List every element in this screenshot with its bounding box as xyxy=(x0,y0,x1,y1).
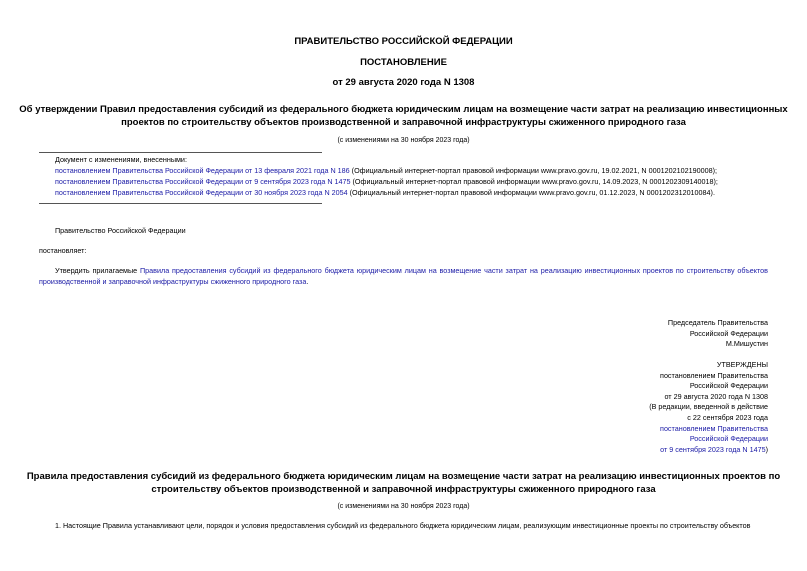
approved-line-6: с 22 сентября 2023 года xyxy=(687,412,768,422)
rules-paragraph-1: 1. Настоящие Правила устанавливают цели, порядок и условия предоставления субсидий из федерального бюджета юридическим лицам, реализующим инвестиционные проекты по строительству объектов xyxy=(55,521,751,530)
change-link-186[interactable]: постановлением Правительства Российской Федерации от 13 февраля 2021 года N 186 xyxy=(55,166,350,175)
change-item xyxy=(55,177,718,187)
approved-block xyxy=(649,360,768,455)
government-heading: ПРАВИТЕЛЬСТВО РОССИЙСКОЙ ФЕДЕРАЦИИ xyxy=(294,36,513,47)
changes-bottom-divider xyxy=(39,203,322,204)
approved-line-4: от 29 августа 2020 года N 1308 xyxy=(664,391,768,401)
approved-line-2: постановлением Правительства xyxy=(660,370,768,380)
approved-line-5: (В редакции, введенной в действие xyxy=(649,402,768,412)
rules-amended-note: (с изменениями на 30 ноября 2023 года) xyxy=(337,503,470,510)
change-item-details: (Официальный интернет-портал правовой информации www.pravo.gov.ru, 19.02.2021, N 0001202102190008); xyxy=(349,166,717,175)
rules-title-line-1: Правила предоставления субсидий из федерального бюджета юридическим лицам на возмещение части затрат на реализацию инвестиционных проектов по xyxy=(26,471,781,482)
change-item-details: (Официальный интернет-портал правовой информации www.pravo.gov.ru, 01.12.2023, N 0001202312010084). xyxy=(347,188,715,197)
change-link-2054[interactable]: постановлением Правительства Российской Федерации от 30 ноября 2023 года N 2054 xyxy=(55,188,348,197)
amended-note: (с изменениями на 30 ноября 2023 года) xyxy=(337,137,470,144)
approved-link-line-1[interactable]: постановлением Правительства xyxy=(660,423,768,433)
approve-prefix: Утвердить прилагаемые xyxy=(55,266,141,275)
signature-block xyxy=(668,318,768,350)
doc-title-line-1: Об утверждении Правил предоставления субсидий из федерального бюджета юридическим лицам на возмещение части затрат на реализацию инвестиционных xyxy=(19,104,788,115)
approved-line-3: Российской Федерации xyxy=(689,381,768,391)
approved-link-line-3[interactable]: от 9 сентября 2023 года N 1475 xyxy=(660,444,766,454)
change-item xyxy=(55,166,717,176)
doc-type-heading: ПОСТАНОВЛЕНИЕ xyxy=(360,57,447,68)
changes-top-divider xyxy=(39,152,322,153)
rules-link[interactable]: Правила предоставления субсидий из федерального бюджета юридическим лицам на возмещение части затрат на реализацию инвестиционных проектов по строительству объектов производственной и заправочной инфраструктуры сжиженного природного газа xyxy=(39,266,768,286)
change-link-1475[interactable]: постановлением Правительства Российской Федерации от 9 сентября 2023 года N 1475 xyxy=(55,177,351,186)
doc-title-line-2: проектов по строительству объектов производственной и заправочной инфраструктуры сжиженного природного газа xyxy=(121,117,686,128)
rules-title-line-2: строительству объектов производственной и заправочной инфраструктуры сжиженного природного газа xyxy=(151,484,656,495)
body-subject: Правительство Российской Федерации xyxy=(55,226,186,235)
changes-intro: Документ с изменениями, внесенными: xyxy=(55,155,187,164)
signature-line-1: Председатель Правительства xyxy=(667,318,768,327)
doc-date-number: от 29 августа 2020 года N 1308 xyxy=(332,77,475,88)
body-decides: постановляет: xyxy=(39,246,87,255)
change-item xyxy=(55,188,715,198)
approve-paragraph xyxy=(39,265,768,287)
approve-suffix: . xyxy=(306,277,309,286)
signature-line-2: Российской Федерации xyxy=(689,328,768,338)
approved-closing-paren: ) xyxy=(765,444,768,454)
approved-label: УТВЕРЖДЕНЫ xyxy=(716,360,768,369)
signature-name: М.Мишустин xyxy=(725,339,768,349)
change-item-details: (Официальный интернет-портал правовой информации www.pravo.gov.ru, 14.09.2023, N 0001202309140018); xyxy=(350,177,718,186)
approved-link-line-2[interactable]: Российской Федерации xyxy=(689,434,768,444)
